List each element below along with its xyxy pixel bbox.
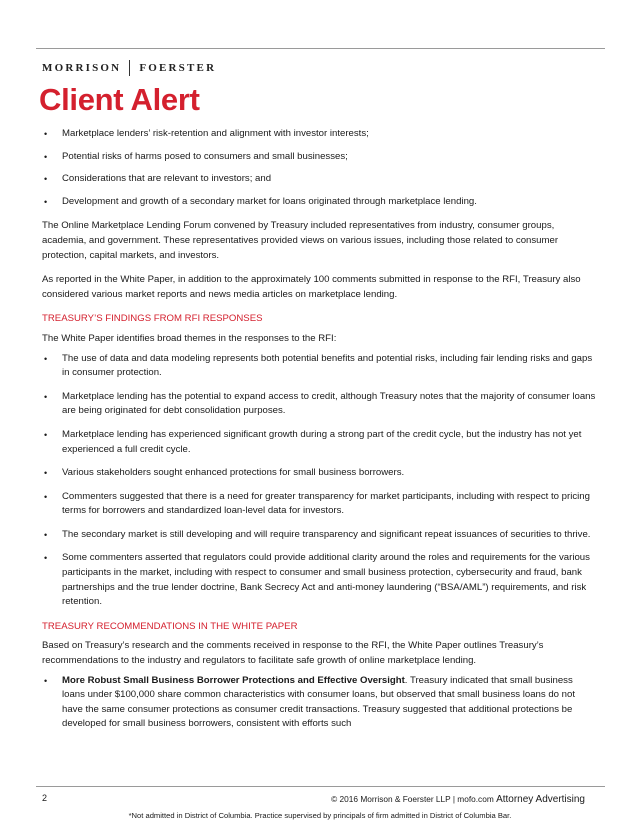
- section-heading-recommendations: TREASURY RECOMMENDATIONS IN THE WHITE PAPER: [42, 620, 298, 632]
- white-paper-paragraph: As reported in the White Paper, in addition to the approximately 100 comments submitted in response to the RFI, Treasury also considered various market reports and news media articles on marketplace lending.: [42, 274, 581, 300]
- list-item: • Marketplace lending has experienced significant growth during a strong part of the credit cycle, but the industry has not yet experienced a full credit cycle.: [42, 428, 598, 457]
- document-body: [42, 127, 598, 732]
- logo-divider: [129, 60, 130, 76]
- copyright-text: © 2016 Morrison & Foerster LLP | mofo.com: [331, 794, 494, 804]
- list-item: • The secondary market is still developing and will require transparency and significant repeat issuances of securities to thrive.: [42, 528, 598, 543]
- bullet-bold-lead: More Robust Small Business Borrower Protections and Effective Oversight: [62, 674, 405, 686]
- footer-rule: [36, 786, 605, 787]
- header-top-rule: [36, 48, 605, 49]
- page-number: 2: [42, 793, 48, 803]
- forum-paragraph: The Online Marketplace Lending Forum convened by Treasury included representatives from industry, consumer groups, academia, and government. These representatives provided views on various issues, including those related to consumer protection, capital markets, and investors.: [42, 220, 559, 261]
- findings-bullet-list: [42, 352, 598, 610]
- list-item: • Development and growth of a secondary market for loans originated through marketplace lending.: [42, 195, 598, 210]
- footer-copyright-line: [331, 794, 585, 805]
- list-item: [42, 674, 598, 732]
- list-item: • Potential risks of harms posed to consumers and small businesses;: [42, 150, 598, 165]
- footer-disclaimer: *Not admitted in District of Columbia. Practice supervised by principals of firm admitted in District of Columbia Bar.: [128, 811, 512, 820]
- logo-left-word: MORRISON: [42, 62, 122, 74]
- section-heading-findings: TREASURY’S FINDINGS FROM RFI RESPONSES: [42, 313, 263, 325]
- page-title: Client Alert: [39, 82, 200, 117]
- firm-logo: [42, 60, 216, 76]
- findings-intro: The White Paper identifies broad themes in the responses to the RFI:: [42, 332, 337, 344]
- recommendations-bullet-list: [42, 674, 598, 732]
- list-item: • Various stakeholders sought enhanced protections for small business borrowers.: [42, 466, 598, 481]
- list-item: • Commenters suggested that there is a need for greater transparency for market participants, including with respect to pricing terms for borrowers and standardized loan-level data for investors.: [42, 490, 598, 519]
- bullet-body-text: . Treasury indicated that small business loans under $100,000 share common characteristics with consumer loans, but observed that small business loans do not have the same consumer protections as consumer credit transactions. Treasury suggested that additional protections be developed for small business borrowers, consistent with efforts such: [62, 674, 576, 730]
- logo-right-word: FOERSTER: [139, 62, 217, 74]
- intro-bullet-list: [42, 127, 598, 209]
- attorney-advertising-label: Attorney Advertising: [496, 794, 585, 805]
- list-item: • Marketplace lenders’ risk-retention and alignment with investor interests;: [42, 127, 598, 142]
- list-item: • Considerations that are relevant to investors; and: [42, 172, 598, 187]
- list-item: • Marketplace lending has the potential to expand access to credit, although Treasury notes that the majority of consumer loans are being originated for debt consolidation purposes.: [42, 390, 598, 419]
- list-item: • The use of data and data modeling represents both potential benefits and potential risks, including fair lending risks and gaps in consumer protection.: [42, 352, 598, 381]
- recommendations-intro: Based on Treasury’s research and the comments received in response to the RFI, the White Paper outlines Treasury’s recommendations to the industry and regulators to facilitate safe growth of online marketplace lending.: [42, 640, 544, 667]
- list-item: • Some commenters asserted that regulators could provide additional clarity around the roles and requirements for the various participants in the market, including with respect to consumer and small business protection, cybersecurity and fraud, bank partnerships and the true lender doctrine, Bank Secrecy Act and anti-money laundering (“BSA/AML”) requirements, and risk retention.: [42, 551, 598, 609]
